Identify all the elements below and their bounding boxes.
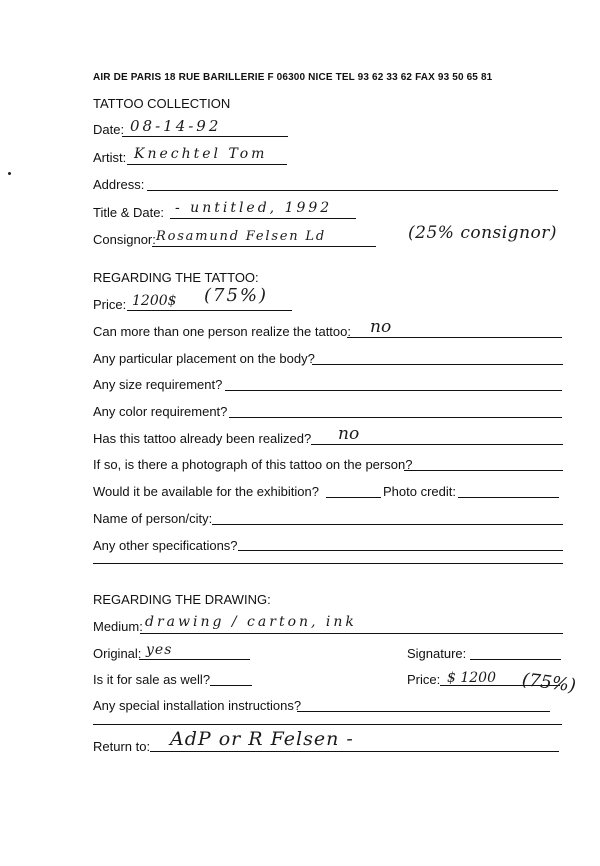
date-line (122, 136, 288, 137)
stray-mark (8, 172, 11, 175)
consignor-line (152, 246, 376, 247)
date-label: Date: (93, 122, 125, 137)
title-date-value[interactable]: - untitled, 1992 (175, 200, 333, 216)
drawing-section-heading: REGARDING THE DRAWING: (93, 592, 271, 607)
name-city-line[interactable] (212, 524, 563, 525)
title-date-label: Title & Date: (93, 205, 165, 220)
q1-line (347, 337, 562, 338)
q4-line[interactable] (229, 417, 562, 418)
signature-label: Signature: (407, 646, 467, 661)
original-line (139, 659, 250, 660)
drawing-price-note: (75%) (520, 669, 578, 697)
other-specs-line-2[interactable] (93, 563, 563, 564)
q1-value[interactable]: no (370, 317, 392, 337)
tattoo-price-note: (75%) (204, 285, 269, 306)
q7-label: Would it be available for the exhibition? (93, 484, 319, 499)
artist-value[interactable]: Knechtel Tom (134, 146, 268, 162)
installation-line-2[interactable] (93, 724, 562, 725)
drawing-price-value[interactable]: $ 1200 (447, 670, 496, 686)
return-to-value[interactable]: AdP or R Felsen - (170, 728, 354, 750)
medium-value[interactable]: drawing / carton, ink (145, 614, 357, 630)
medium-line (140, 633, 563, 634)
return-to-line (150, 751, 559, 752)
address-line[interactable] (147, 190, 558, 191)
q7-line[interactable] (326, 497, 381, 498)
for-sale-label: Is it for sale as well? (93, 672, 211, 687)
original-label: Original: (93, 646, 142, 661)
medium-label: Medium: (93, 619, 143, 634)
photo-credit-label: Photo credit: (383, 484, 456, 499)
for-sale-line[interactable] (210, 685, 252, 686)
photo-credit-line[interactable] (458, 497, 559, 498)
q6-line[interactable] (404, 470, 563, 471)
consignor-label: Consignor: (93, 232, 156, 247)
consignor-note: (25% consignor) (408, 223, 558, 243)
q5-label: Has this tattoo already been realized? (93, 431, 312, 446)
original-value[interactable]: yes (146, 642, 173, 658)
installation-line[interactable] (297, 711, 550, 712)
artist-line (127, 164, 287, 165)
date-value[interactable]: 08-14-92 (130, 117, 222, 135)
tattoo-price-line (127, 310, 292, 311)
q3-label: Any size requirement? (93, 377, 223, 392)
letterhead: AIR DE PARIS 18 RUE BARILLERIE F 06300 NICE TEL 93 62 33 62 FAX 93 50 65 81 (93, 72, 493, 83)
consignor-value[interactable]: Rosamund Felsen Ld (156, 229, 326, 244)
q2-label: Any particular placement on the body? (93, 351, 315, 366)
tattoo-price-value[interactable]: 1200$ (132, 293, 177, 309)
address-label: Address: (93, 177, 145, 192)
signature-line[interactable] (470, 659, 561, 660)
drawing-price-label: Price: (407, 672, 441, 687)
q5-line (311, 444, 563, 445)
form-title: TATTOO COLLECTION (93, 96, 231, 111)
q1-label: Can more than one person realize the tattoo: (93, 324, 351, 339)
tattoo-section-heading: REGARDING THE TATTOO: (93, 270, 259, 285)
q6-label: If so, is there a photograph of this tattoo on the person? (93, 457, 413, 472)
q5-value[interactable]: no (338, 424, 360, 444)
installation-label: Any special installation instructions? (93, 698, 302, 713)
other-specs-line[interactable] (238, 550, 563, 551)
other-specs-label: Any other specifications? (93, 538, 238, 553)
tattoo-price-label: Price: (93, 297, 127, 312)
artist-label: Artist: (93, 150, 127, 165)
q3-line[interactable] (225, 390, 562, 391)
name-city-label: Name of person/city: (93, 511, 213, 526)
q4-label: Any color requirement? (93, 404, 228, 419)
title-date-line (170, 218, 356, 219)
return-to-label: Return to: (93, 739, 151, 754)
q2-line[interactable] (312, 364, 563, 365)
